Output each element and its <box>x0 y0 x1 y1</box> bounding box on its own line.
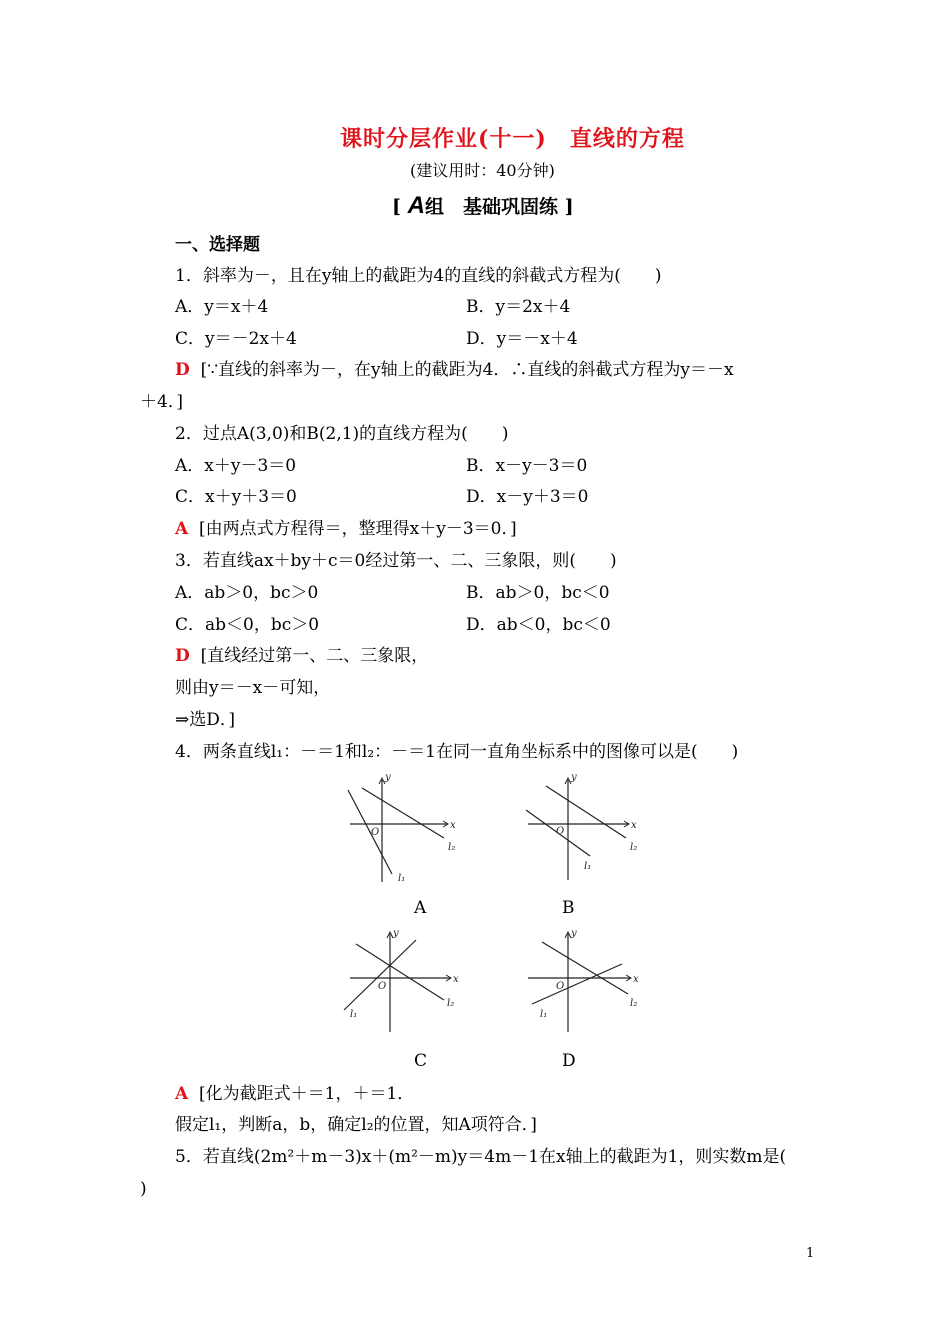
q3-option-d: D．ab＜0，bc＜0 <box>466 615 611 635</box>
q2-stem: 2．过点A(3,0)和B(2,1)的直线方程为( ) <box>175 424 509 444</box>
q4-stem: 4．两条直线l₁：－＝1和l₂：－＝1在同一直角坐标系中的图像可以是( ) <box>175 742 739 762</box>
q4-solution <box>175 1083 414 1105</box>
q2-answer: A <box>175 519 189 539</box>
bracket-left: [ <box>392 196 401 218</box>
q3-stem: 3．若直线ax＋by＋c＝0经过第一、二、三象限，则( ) <box>175 551 617 571</box>
q2-solution <box>175 518 517 540</box>
q4-fig-b-l1: l₁ <box>584 861 592 872</box>
q4-fig-b-x-label: x <box>631 820 637 831</box>
q1-option-a: A．y＝x＋4 <box>175 297 269 317</box>
q2-option-c: C．x＋y＋3＝0 <box>175 487 297 507</box>
q4-fig-d-l2: l₂ <box>630 998 638 1009</box>
q4-fig-b-l2: l₂ <box>630 842 638 853</box>
q4-fig-a-l1: l₁ <box>398 873 406 884</box>
q4-figure-c <box>340 928 465 1038</box>
q4-fig-c-x-label: x <box>453 974 459 985</box>
q4-figure-d-label: D <box>562 1051 576 1071</box>
q1-stem: 1．斜率为－，且在y轴上的截距为4的直线的斜截式方程为( ) <box>175 266 662 286</box>
q2-option-b: B．x－y－3＝0 <box>466 456 588 476</box>
q3-solution-line2: 则由y＝－x－可知， <box>175 678 331 698</box>
q2-option-d: D．x－y＋3＝0 <box>466 487 589 507</box>
time-suggestion: (建议用时：40分钟) <box>410 161 555 180</box>
q4-answer: A <box>175 1084 189 1104</box>
q4-fig-d-y-label: y <box>571 928 577 939</box>
q5-stem-cont: ) <box>140 1179 147 1199</box>
q1-option-b: B．y＝2x＋4 <box>466 297 571 317</box>
q1-answer: D <box>175 360 190 380</box>
q4-fig-d-l1: l₁ <box>540 1009 548 1020</box>
q1-solution-cont: ＋4．] <box>140 392 183 412</box>
bracket-right: ] <box>564 196 574 218</box>
q4-solution-text: [化为截距式＋＝1，＋＝1． <box>199 1084 415 1104</box>
group-heading <box>392 192 574 220</box>
q1-solution <box>175 359 734 381</box>
q4-figure-d <box>520 928 645 1038</box>
q3-solution-text: [直线经过第一、二、三象限， <box>200 646 429 666</box>
q3-option-b: B．ab＞0，bc＜0 <box>466 583 610 603</box>
q4-figure-a <box>340 772 465 887</box>
group-label: 组 基础巩固练 <box>424 196 558 218</box>
q2-option-a: A．x＋y－3＝0 <box>175 456 297 476</box>
page-title: 课时分层作业(十一) 直线的方程 <box>340 126 685 152</box>
section-heading: 一、选择题 <box>175 235 260 255</box>
q1-option-c: C．y＝－2x＋4 <box>175 329 297 349</box>
q4-fig-b-y-label: y <box>571 772 577 783</box>
q4-fig-c-l2: l₂ <box>447 998 455 1009</box>
q4-fig-c-l1: l₁ <box>350 1009 358 1020</box>
q4-figure-b-label: B <box>562 898 575 918</box>
q4-figure-c-label: C <box>414 1051 428 1071</box>
q4-fig-d-origin: O <box>556 981 565 992</box>
q3-option-c: C．ab＜0，bc＞0 <box>175 615 320 635</box>
q4-fig-a-origin: O <box>371 827 380 838</box>
q4-fig-b-origin: O <box>556 826 565 837</box>
q2-solution-text: [由两点式方程得＝，整理得x＋y－3＝0．] <box>199 519 517 539</box>
q4-figure-b <box>520 772 645 887</box>
q3-answer: D <box>175 646 190 666</box>
q4-fig-a-l2: l₂ <box>448 842 456 853</box>
q4-fig-c-origin: O <box>378 981 387 992</box>
q1-option-d: D．y＝－x＋4 <box>466 329 578 349</box>
q5-stem: 5．若直线(2m²＋m－3)x＋(m²－m)y＝4m－1在x轴上的截距为1，则实数m是( <box>175 1147 787 1167</box>
q4-figure-a-label: A <box>414 898 427 918</box>
q3-solution <box>175 645 428 667</box>
q4-fig-a-y-label: y <box>385 772 391 783</box>
q4-fig-c-y-label: y <box>393 928 399 939</box>
q1-solution-text: [∵直线的斜率为－，在y轴上的截距为4．∴直线的斜截式方程为y＝－x <box>200 360 734 380</box>
q4-fig-d-x-label: x <box>633 974 639 985</box>
q3-solution-line3: ⇒选D．] <box>175 710 236 730</box>
group-letter: A <box>407 192 425 219</box>
page-number: 1 <box>806 1246 815 1261</box>
q3-option-a: A．ab＞0，bc＞0 <box>175 583 319 603</box>
q4-fig-a-x-label: x <box>450 820 456 831</box>
q4-solution-line2: 假定l₁，判断a，b，确定l₂的位置，知A项符合．] <box>175 1115 537 1135</box>
